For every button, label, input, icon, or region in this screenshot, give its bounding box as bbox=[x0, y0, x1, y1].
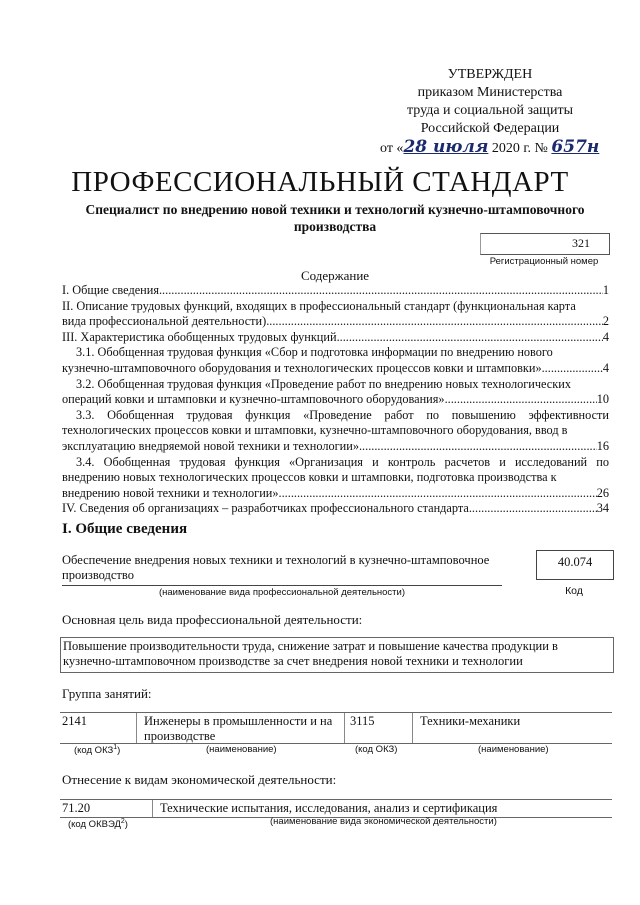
toc-item-page: 10 bbox=[596, 392, 609, 407]
activity-name: Обеспечение внедрения новых техники и технологий в кузнечно-штамповочное производство bbox=[62, 553, 502, 586]
toc-item-text: III. Характеристика обобщенных трудовых функций bbox=[62, 329, 337, 344]
toc-item-text: вида профессиональной деятельности) bbox=[62, 314, 267, 329]
toc-item-page: 34 bbox=[596, 501, 609, 516]
okved-label: Отнесение к видам экономической деятельности: bbox=[62, 772, 337, 787]
toc-item-page: 4 bbox=[602, 360, 609, 375]
okz-code: 3115 bbox=[350, 714, 375, 728]
okz-caption: (код ОКЗ$^1$) bbox=[74, 744, 121, 757]
toc-item[interactable] bbox=[62, 377, 609, 408]
toc-item[interactable] bbox=[62, 330, 609, 346]
toc-item-lead: 3.2. Обобщенная трудовая функция «Проведение работ по внедрению новых технологических bbox=[76, 376, 571, 391]
order-prefix: от « bbox=[380, 141, 404, 156]
code-caption: Код bbox=[565, 585, 583, 597]
activity-code: 40.074 bbox=[536, 550, 614, 580]
registration-label: Регистрационный номер bbox=[489, 256, 599, 267]
toc-item-lead: 3.4. Обобщенная трудовая функция «Организация и контроль расчетов и исследований по внедрению новых технологических процессов ковки и штамповки, подготовка производства к bbox=[62, 454, 609, 485]
order-number-handwritten: 657н bbox=[551, 137, 600, 157]
registration-number: 321 bbox=[572, 236, 590, 250]
occupations-label: Группа занятий: bbox=[62, 686, 152, 701]
toc-item-text: кузнечно-штамповочного оборудования и технологических процессов ковки и штамповки» bbox=[62, 360, 542, 375]
toc-item-text: эксплуатацию внедряемой новой техники и технологии» bbox=[62, 438, 359, 453]
toc-item-text: внедрению новой техники и технологии» bbox=[62, 485, 279, 500]
toc-item-page: 4 bbox=[602, 329, 609, 344]
toc-item-lead: 3.1. Обобщенная трудовая функция «Сбор и подготовка информации по внедрению нового bbox=[76, 345, 553, 360]
goal-text: Повышение производительности труда, снижение затрат и повышение качества продукции в кузнечно-штамповочном производстве за счет внедрения новой техники и технологии bbox=[60, 637, 614, 673]
name-caption-2: (наименование) bbox=[478, 744, 549, 755]
okz-code: 2141 bbox=[62, 714, 87, 728]
toc-item-page: 2 bbox=[602, 314, 609, 329]
toc-item[interactable] bbox=[62, 283, 609, 299]
okved-code: 71.20 bbox=[62, 801, 91, 815]
okved-name-caption: (наименование вида экономической деятельности) bbox=[270, 816, 497, 827]
toc-item-page: 16 bbox=[596, 438, 609, 453]
toc-item-page: 1 bbox=[602, 283, 609, 297]
activity-name-caption: (наименование вида профессиональной деятельности) bbox=[158, 587, 406, 598]
okz-name: Инженеры в промышленности и на производстве bbox=[144, 714, 333, 743]
toc-item-lead: II. Описание трудовых функций, входящих в профессиональный стандарт (функциональная карта bbox=[62, 298, 576, 313]
toc-item-text: IV. Сведения об организациях – разработчиках профессионального стандарта bbox=[62, 501, 469, 516]
occupations-table bbox=[60, 712, 612, 744]
document-subtitle: Специалист по внедрению новой техники и технологий кузнечно-штамповочного производства bbox=[85, 202, 585, 234]
order-date-handwritten: 28 июля bbox=[403, 137, 489, 157]
toc-item-text: I. Общие сведения bbox=[62, 283, 159, 297]
toc-heading: Содержание bbox=[300, 268, 370, 283]
okved-caption: (код ОКВЭД$^2$) bbox=[68, 818, 128, 831]
approval-line: труда и социальной защиты bbox=[407, 103, 573, 118]
okved-name: Технические испытания, исследования, анализ и сертификация bbox=[160, 801, 498, 815]
goal-label: Основная цель вида профессиональной деятельности: bbox=[62, 612, 363, 627]
approval-line: приказом Министерства bbox=[417, 85, 563, 100]
approval-line: УТВЕРЖДЕН bbox=[447, 67, 533, 82]
toc-item[interactable] bbox=[62, 455, 609, 502]
toc-item[interactable] bbox=[62, 345, 609, 376]
approval-block bbox=[370, 66, 610, 158]
toc-item[interactable] bbox=[62, 408, 609, 455]
name-caption: (наименование) bbox=[206, 744, 277, 755]
order-year: 2020 г. № bbox=[491, 141, 548, 156]
toc-item-lead: 3.3. Обобщенная трудовая функция «Проведение работ по повышению эффективности технологических процессов ковки и штамповки, кузнечно-штамповочного оборудования, ввод в bbox=[62, 407, 609, 438]
section-heading: I. Общие сведения bbox=[62, 521, 188, 537]
toc-item[interactable] bbox=[62, 299, 609, 330]
okz-caption-2: (код ОКЗ) bbox=[355, 744, 398, 755]
toc-item-page: 26 bbox=[596, 485, 609, 500]
order-line bbox=[380, 138, 620, 158]
approval-line: Российской Федерации bbox=[420, 121, 560, 136]
okz-name: Техники-механики bbox=[420, 714, 521, 728]
table-of-contents bbox=[62, 283, 609, 517]
document-title: ПРОФЕССИОНАЛЬНЫЙ СТАНДАРТ bbox=[71, 166, 569, 198]
toc-item[interactable] bbox=[62, 501, 609, 517]
toc-item-text: операций ковки и штамповки и кузнечно-штамповочного оборудования» bbox=[62, 392, 445, 407]
